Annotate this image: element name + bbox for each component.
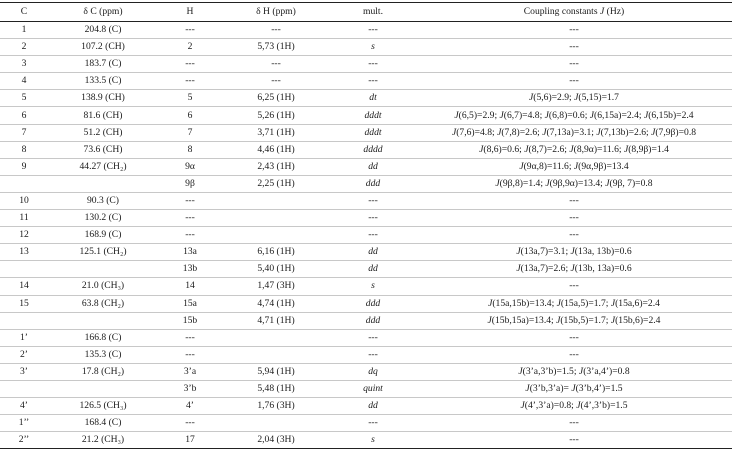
cell-carbon: 14: [0, 278, 48, 295]
cell-multiplicity: dddt: [330, 107, 416, 124]
cell-carbon: 10: [0, 192, 48, 209]
cell-hydrogen: ---: [158, 22, 222, 39]
cell-delta-h: ---: [222, 73, 330, 90]
cell-delta-h: 5,40 (1H): [222, 261, 330, 278]
cell-delta-h: ---: [222, 56, 330, 73]
table-row: [0, 22, 732, 39]
cell-coupling: ---: [416, 329, 732, 346]
cell-hydrogen: 3’a: [158, 363, 222, 380]
cell-delta-h: 2,25 (1H): [222, 175, 330, 192]
cell-carbon: 9: [0, 158, 48, 175]
cell-delta-h: 6,16 (1H): [222, 244, 330, 261]
cell-delta-c: 204.8 (C): [48, 22, 158, 39]
table-row: [0, 227, 732, 244]
header-carbon: C: [0, 3, 48, 22]
cell-multiplicity: dddt: [330, 124, 416, 141]
cell-hydrogen: 6: [158, 107, 222, 124]
cell-coupling: ---: [416, 278, 732, 295]
cell-delta-c: 168.9 (C): [48, 227, 158, 244]
cell-carbon: 15: [0, 295, 48, 312]
table-row: [0, 90, 732, 107]
cell-carbon: 2: [0, 39, 48, 56]
cell-coupling: J(3’a,3’b)=1.5; J(3’a,4’)=0.8: [416, 363, 732, 380]
table-row: [0, 415, 732, 432]
table-row: [0, 39, 732, 56]
cell-coupling: J(8,6)=0.6; J(8,7)=2.6; J(8,9α)=11.6; J(8,9β)=1.4: [416, 141, 732, 158]
table-row: [0, 295, 732, 312]
cell-carbon: 6: [0, 107, 48, 124]
cell-coupling: ---: [416, 56, 732, 73]
cell-carbon: [0, 380, 48, 397]
cell-carbon: 13: [0, 244, 48, 261]
cell-delta-h: [222, 415, 330, 432]
cell-multiplicity: dd: [330, 158, 416, 175]
table-row: [0, 398, 732, 415]
cell-multiplicity: dq: [330, 363, 416, 380]
cell-delta-h: ---: [222, 22, 330, 39]
table-row: [0, 261, 732, 278]
cell-delta-c: 107.2 (CH): [48, 39, 158, 56]
cell-carbon: 11: [0, 210, 48, 227]
cell-hydrogen: 3’b: [158, 380, 222, 397]
cell-multiplicity: ---: [330, 346, 416, 363]
cell-delta-c: 133.5 (C): [48, 73, 158, 90]
cell-delta-h: [222, 227, 330, 244]
cell-hydrogen: 14: [158, 278, 222, 295]
cell-delta-h: 4,46 (1H): [222, 141, 330, 158]
cell-multiplicity: ---: [330, 227, 416, 244]
cell-delta-h: 5,48 (1H): [222, 380, 330, 397]
cell-carbon: [0, 175, 48, 192]
cell-carbon: 1: [0, 22, 48, 39]
cell-coupling: ---: [416, 432, 732, 449]
cell-delta-c: 126.5 (CH₃): [48, 398, 158, 415]
table-row: [0, 380, 732, 397]
cell-coupling: J(13a,7)=2.6; J(13b, 13a)=0.6: [416, 261, 732, 278]
cell-coupling: ---: [416, 192, 732, 209]
cell-coupling: J(3’b,3’a)= J(3’b,4’)=1.5: [416, 380, 732, 397]
cell-delta-h: 6,25 (1H): [222, 90, 330, 107]
cell-coupling: J(6,5)=2.9; J(6,7)=4.8; J(6,8)=0.6; J(6,15a)=2.4; J(6,15b)=2.4: [416, 107, 732, 124]
cell-multiplicity: ddd: [330, 295, 416, 312]
cell-multiplicity: ddd: [330, 312, 416, 329]
header-multiplicity: mult.: [330, 3, 416, 22]
cell-hydrogen: 17: [158, 432, 222, 449]
cell-delta-h: 5,26 (1H): [222, 107, 330, 124]
cell-multiplicity: ---: [330, 192, 416, 209]
cell-hydrogen: 2: [158, 39, 222, 56]
cell-multiplicity: ---: [330, 210, 416, 227]
cell-delta-c: 168.4 (C): [48, 415, 158, 432]
cell-multiplicity: ---: [330, 22, 416, 39]
cell-delta-h: 2,43 (1H): [222, 158, 330, 175]
cell-hydrogen: ---: [158, 56, 222, 73]
cell-coupling: ---: [416, 210, 732, 227]
cell-multiplicity: s: [330, 432, 416, 449]
cell-delta-h: 5,73 (1H): [222, 39, 330, 56]
cell-delta-c: 17.8 (CH₂): [48, 363, 158, 380]
header-row: [0, 3, 732, 22]
cell-delta-c: [48, 261, 158, 278]
cell-delta-h: 4,71 (1H): [222, 312, 330, 329]
cell-hydrogen: 13b: [158, 261, 222, 278]
cell-hydrogen: 9β: [158, 175, 222, 192]
cell-hydrogen: 5: [158, 90, 222, 107]
cell-hydrogen: ---: [158, 227, 222, 244]
cell-carbon: 1’’: [0, 415, 48, 432]
table-row: [0, 278, 732, 295]
table-row: [0, 158, 732, 175]
cell-delta-h: 5,94 (1H): [222, 363, 330, 380]
cell-multiplicity: s: [330, 278, 416, 295]
cell-hydrogen: ---: [158, 329, 222, 346]
cell-coupling: J(5,6)=2.9; J(5,15)=1.7: [416, 90, 732, 107]
cell-multiplicity: ---: [330, 73, 416, 90]
cell-hydrogen: ---: [158, 346, 222, 363]
table-row: [0, 124, 732, 141]
cell-delta-h: 1,76 (3H): [222, 398, 330, 415]
cell-hydrogen: ---: [158, 210, 222, 227]
cell-carbon: 3’: [0, 363, 48, 380]
cell-delta-c: 130.2 (C): [48, 210, 158, 227]
cell-multiplicity: dd: [330, 261, 416, 278]
table-row: [0, 175, 732, 192]
cell-delta-c: 125.1 (CH₂): [48, 244, 158, 261]
cell-delta-c: 63.8 (CH₂): [48, 295, 158, 312]
cell-coupling: ---: [416, 39, 732, 56]
cell-coupling: J(15a,15b)=13.4; J(15a,5)=1.7; J(15a,6)=2.4: [416, 295, 732, 312]
header-delta-c: δ C (ppm): [48, 3, 158, 22]
cell-multiplicity: ---: [330, 415, 416, 432]
cell-carbon: 8: [0, 141, 48, 158]
cell-coupling: ---: [416, 22, 732, 39]
cell-delta-h: 3,71 (1H): [222, 124, 330, 141]
header-hydrogen: H: [158, 3, 222, 22]
cell-hydrogen: ---: [158, 415, 222, 432]
table-row: [0, 432, 732, 449]
table-row: [0, 312, 732, 329]
cell-coupling: J(13a,7)=3.1; J(13a, 13b)=0.6: [416, 244, 732, 261]
cell-delta-c: 44.27 (CH₂): [48, 158, 158, 175]
cell-hydrogen: 7: [158, 124, 222, 141]
cell-carbon: 1’: [0, 329, 48, 346]
cell-delta-c: 138.9 (CH): [48, 90, 158, 107]
cell-multiplicity: dd: [330, 398, 416, 415]
cell-hydrogen: 13a: [158, 244, 222, 261]
table-row: [0, 141, 732, 158]
cell-carbon: 2’: [0, 346, 48, 363]
cell-multiplicity: dd: [330, 244, 416, 261]
table-row: [0, 210, 732, 227]
cell-carbon: [0, 312, 48, 329]
cell-coupling: J(15b,15a)=13.4; J(15b,5)=1.7; J(15b,6)=2.4: [416, 312, 732, 329]
cell-hydrogen: 9α: [158, 158, 222, 175]
cell-hydrogen: 15a: [158, 295, 222, 312]
cell-delta-c: 51.2 (CH): [48, 124, 158, 141]
cell-hydrogen: ---: [158, 73, 222, 90]
table-row: [0, 107, 732, 124]
cell-multiplicity: ---: [330, 56, 416, 73]
cell-delta-h: 4,74 (1H): [222, 295, 330, 312]
cell-multiplicity: quint: [330, 380, 416, 397]
cell-carbon: 7: [0, 124, 48, 141]
cell-coupling: J(9α,8)=11.6; J(9α,9β)=13.4: [416, 158, 732, 175]
cell-carbon: 12: [0, 227, 48, 244]
cell-delta-c: 135.3 (C): [48, 346, 158, 363]
cell-multiplicity: ---: [330, 329, 416, 346]
cell-coupling: ---: [416, 73, 732, 90]
table-row: [0, 244, 732, 261]
cell-carbon: [0, 261, 48, 278]
cell-delta-c: [48, 175, 158, 192]
cell-hydrogen: 8: [158, 141, 222, 158]
cell-multiplicity: s: [330, 39, 416, 56]
cell-delta-c: 183.7 (C): [48, 56, 158, 73]
cell-delta-c: 21.2 (CH₃): [48, 432, 158, 449]
cell-delta-h: [222, 210, 330, 227]
cell-coupling: ---: [416, 415, 732, 432]
cell-coupling: ---: [416, 227, 732, 244]
cell-carbon: 2’’: [0, 432, 48, 449]
table-row: [0, 346, 732, 363]
cell-delta-h: [222, 192, 330, 209]
table-body: [0, 22, 732, 449]
cell-multiplicity: ddd: [330, 175, 416, 192]
cell-delta-h: [222, 346, 330, 363]
cell-carbon: 4’: [0, 398, 48, 415]
cell-delta-c: [48, 312, 158, 329]
cell-coupling: J(4’,3’a)=0.8; J(4’,3’b)=1.5: [416, 398, 732, 415]
cell-carbon: 4: [0, 73, 48, 90]
cell-carbon: 5: [0, 90, 48, 107]
cell-coupling: J(7,6)=4.8; J(7,8)=2.6; J(7,13a)=3.1; J(7,13b)=2.6; J(7,9β)=0.8: [416, 124, 732, 141]
table-row: [0, 56, 732, 73]
cell-delta-c: [48, 380, 158, 397]
table-row: [0, 73, 732, 90]
cell-delta-c: 166.8 (C): [48, 329, 158, 346]
header-delta-h: δ H (ppm): [222, 3, 330, 22]
nmr-data-table: [0, 2, 732, 449]
cell-carbon: 3: [0, 56, 48, 73]
cell-coupling: J(9β,8)=1.4; J(9β,9α)=13.4; J(9β, 7)=0.8: [416, 175, 732, 192]
cell-hydrogen: ---: [158, 192, 222, 209]
cell-delta-h: 2,04 (3H): [222, 432, 330, 449]
cell-delta-c: 81.6 (CH): [48, 107, 158, 124]
table-row: [0, 192, 732, 209]
table-row: [0, 363, 732, 380]
cell-multiplicity: dddd: [330, 141, 416, 158]
cell-coupling: ---: [416, 346, 732, 363]
header-coupling-constants: Coupling constants J (Hz): [416, 3, 732, 22]
cell-delta-h: 1,47 (3H): [222, 278, 330, 295]
table-row: [0, 329, 732, 346]
cell-delta-c: 21.0 (CH₃): [48, 278, 158, 295]
cell-delta-c: 73.6 (CH): [48, 141, 158, 158]
cell-delta-c: 90.3 (C): [48, 192, 158, 209]
cell-hydrogen: 4’: [158, 398, 222, 415]
cell-delta-h: [222, 329, 330, 346]
cell-hydrogen: 15b: [158, 312, 222, 329]
cell-multiplicity: dt: [330, 90, 416, 107]
